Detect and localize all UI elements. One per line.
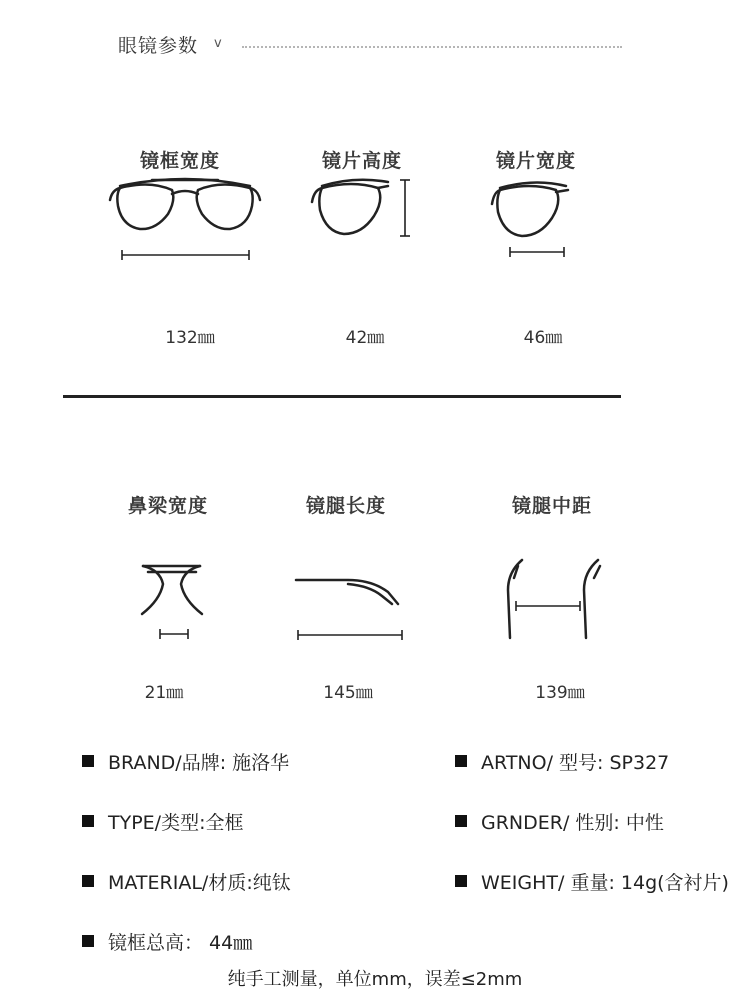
label-lens-height: 镜片高度 bbox=[321, 150, 402, 172]
value-bridge-width: 21㎜ bbox=[144, 683, 184, 703]
spec-artno-text: ARTNO/ 型号: SP327 bbox=[481, 752, 670, 774]
spec-frame-height bbox=[82, 928, 252, 955]
label-temple-distance: 镜腿中距 bbox=[511, 495, 592, 517]
square-bullet-icon bbox=[82, 755, 94, 767]
spec-brand bbox=[82, 748, 289, 775]
spec-brand-text: BRAND/品牌: 施洛华 bbox=[108, 752, 290, 774]
spec-type bbox=[82, 808, 243, 835]
spec-frame-height-text: 镜框总高： 44㎜ bbox=[108, 932, 253, 954]
square-bullet-icon bbox=[455, 875, 467, 887]
section-title: 眼镜参数 bbox=[118, 35, 199, 57]
value-lens-width: 46㎜ bbox=[523, 328, 563, 348]
spec-gender-text: GRNDER/ 性别: 中性 bbox=[481, 812, 664, 834]
spec-material-text: MATERIAL/材质:纯钛 bbox=[108, 872, 291, 894]
label-frame-width: 镜框宽度 bbox=[139, 150, 220, 172]
spec-gender bbox=[455, 808, 664, 835]
label-temple-length: 镜腿长度 bbox=[305, 495, 386, 517]
spec-material bbox=[82, 868, 291, 895]
square-bullet-icon bbox=[82, 875, 94, 887]
chevron-down-icon: v bbox=[214, 36, 222, 51]
value-temple-length: 145㎜ bbox=[323, 683, 373, 703]
square-bullet-icon bbox=[82, 815, 94, 827]
square-bullet-icon bbox=[455, 755, 467, 767]
value-temple-distance: 139㎜ bbox=[535, 683, 585, 703]
square-bullet-icon bbox=[82, 935, 94, 947]
label-bridge-width: 鼻梁宽度 bbox=[127, 495, 208, 517]
measurement-note: 纯手工测量，单位mm，误差≤2mm bbox=[227, 969, 523, 990]
spec-artno bbox=[455, 748, 669, 775]
spec-weight-text: WEIGHT/ 重量: 14g(含衬片) bbox=[481, 872, 729, 894]
label-lens-width: 镜片宽度 bbox=[495, 150, 576, 172]
spec-weight bbox=[455, 868, 729, 895]
value-frame-width: 132㎜ bbox=[165, 328, 215, 348]
spec-type-text: TYPE/类型:全框 bbox=[108, 812, 244, 834]
square-bullet-icon bbox=[455, 815, 467, 827]
value-lens-height: 42㎜ bbox=[345, 328, 385, 348]
